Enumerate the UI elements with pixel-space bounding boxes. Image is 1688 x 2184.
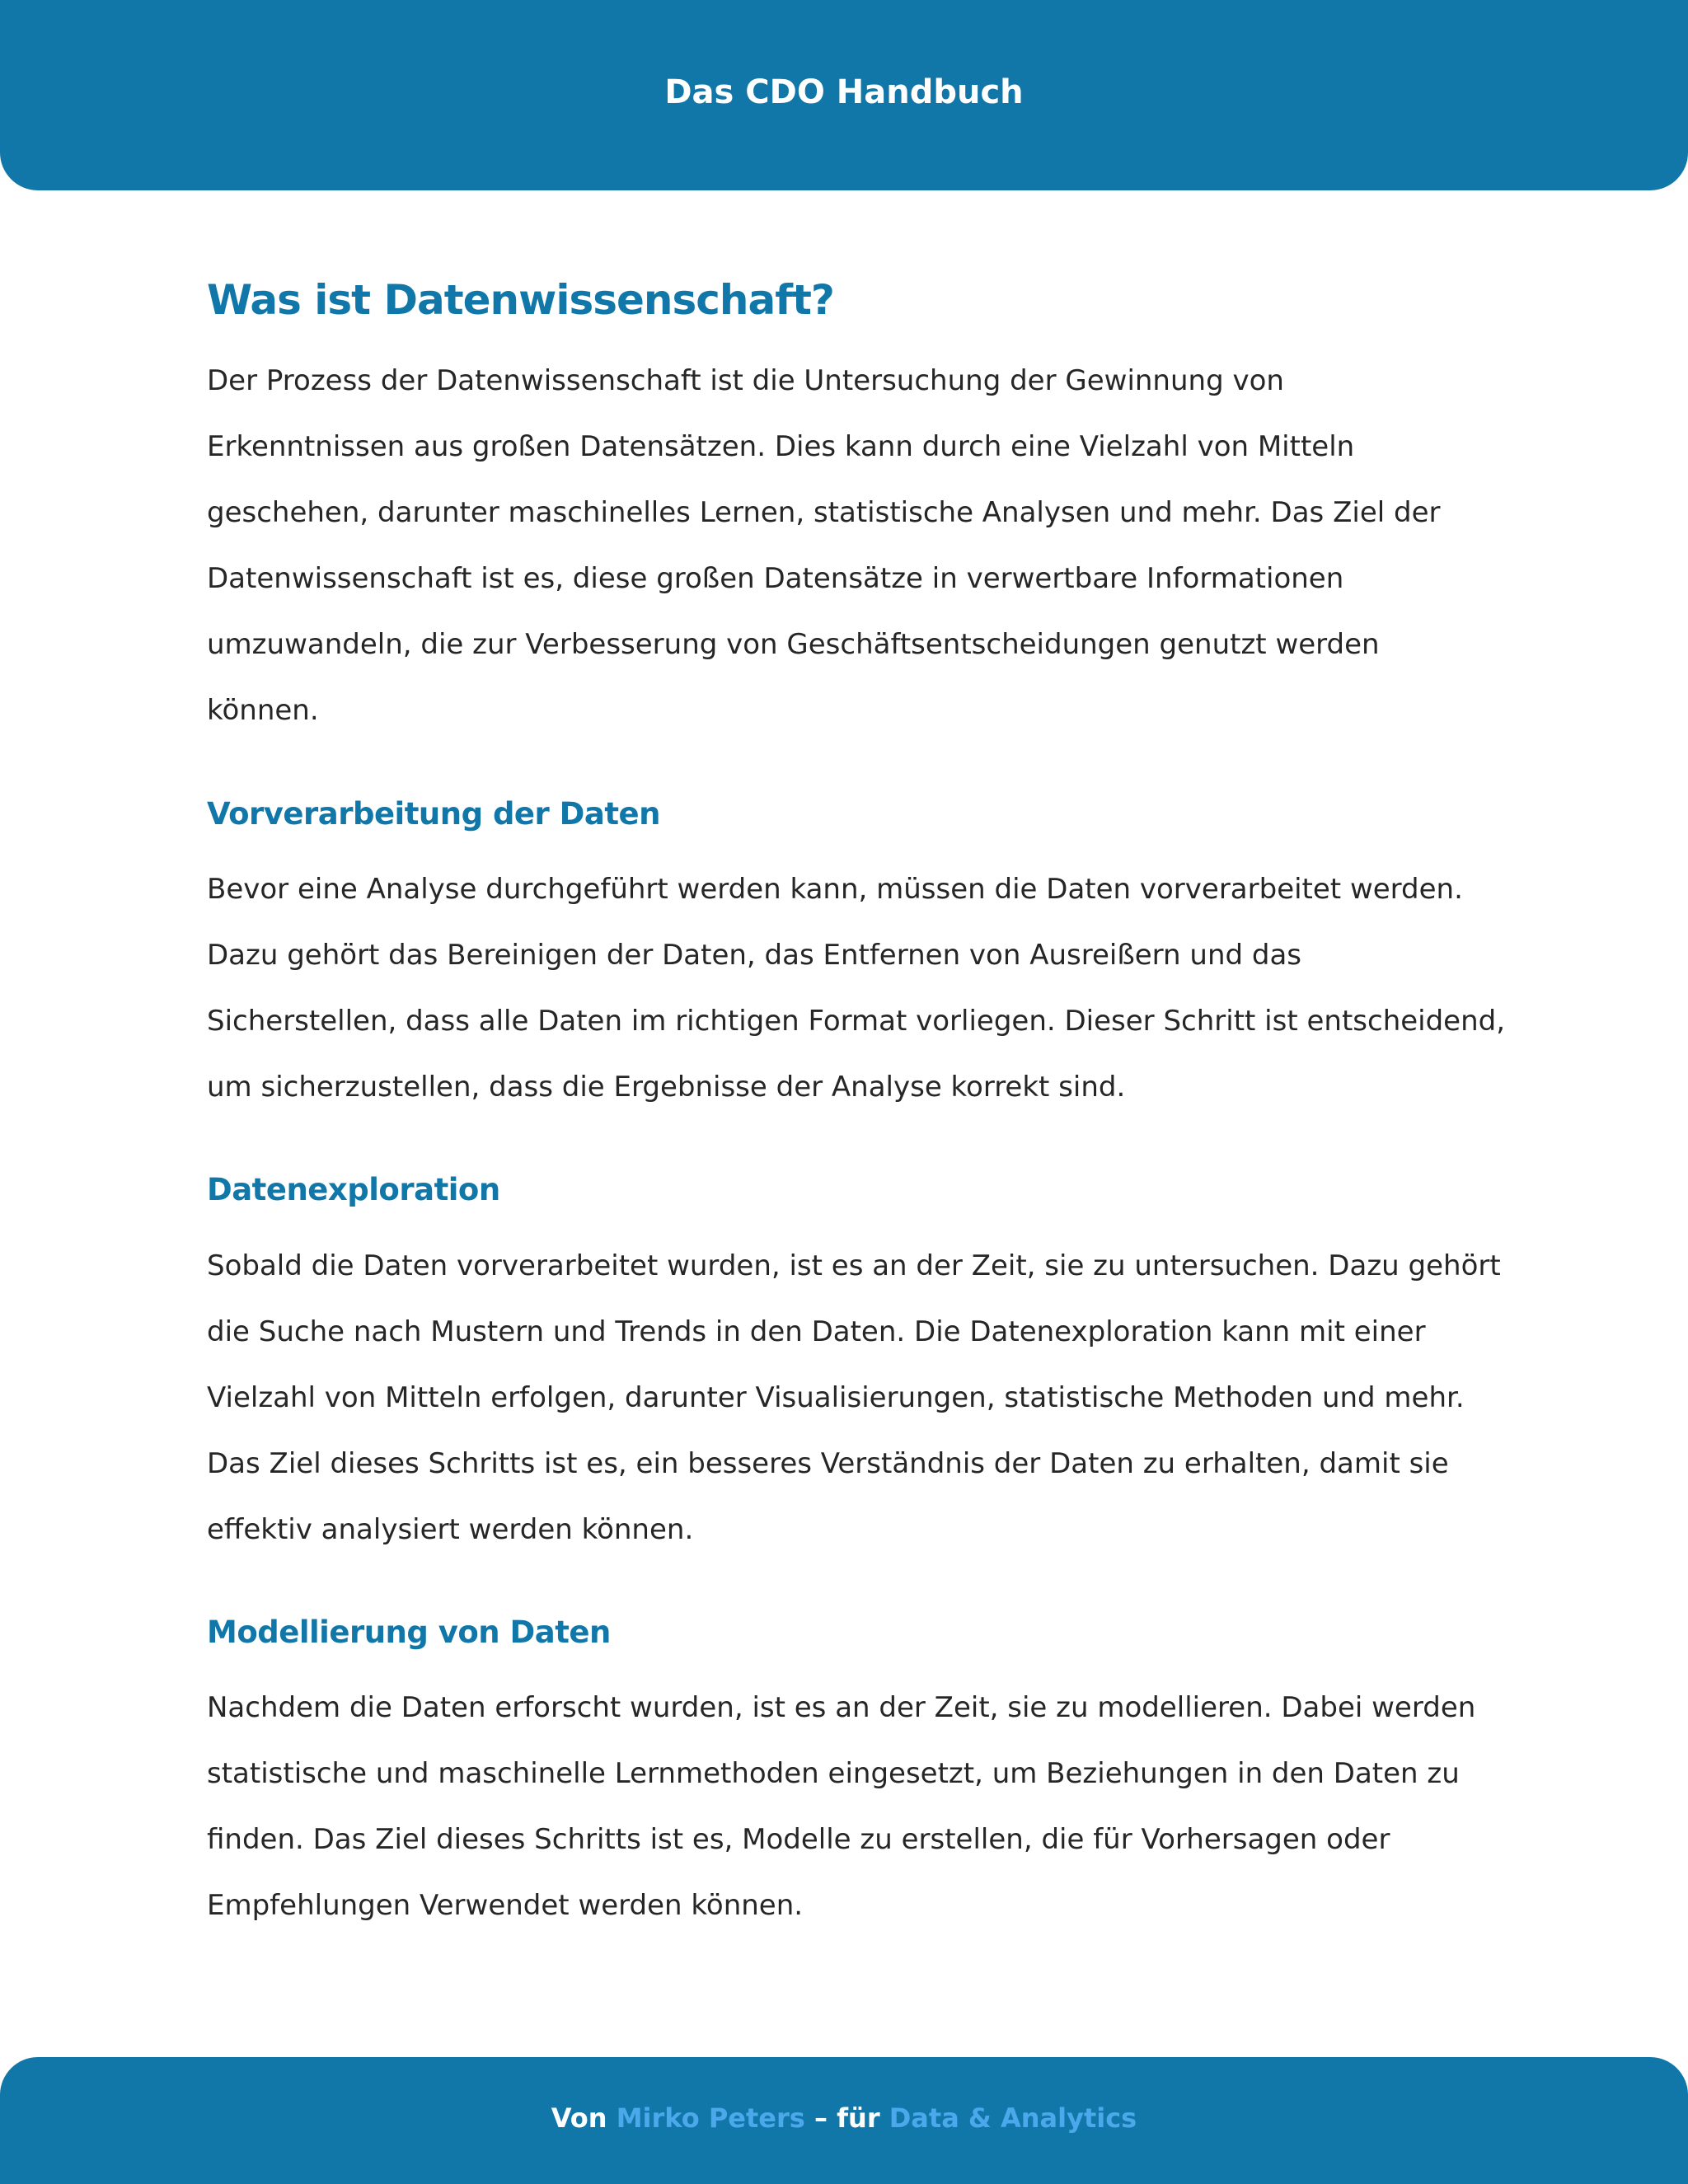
footer-credit [0, 2100, 1688, 2136]
paragraph-line: Datenwissenschaft ist es, diese großen Datensätze in verwertbare Informationen [207, 562, 1344, 595]
paragraph-line: können. [207, 694, 319, 727]
paragraph-line: geschehen, darunter maschinelles Lernen, statistische Analysen und mehr. Das Ziel der [207, 496, 1441, 529]
paragraph-line: um sicherzustellen, dass die Ergebnisse der Analyse korrekt sind. [207, 1071, 1126, 1104]
paragraph-line: effektiv analysiert werden können. [207, 1513, 694, 1546]
section-heading-vorverarbeitung: Vorverarbeitung der Daten [207, 796, 660, 832]
paragraph-line: Bevor eine Analyse durchgeführt werden kann, müssen die Daten vorverarbeitet werden. [207, 873, 1463, 906]
paragraph-line: Sobald die Daten vorverarbeitet wurden, ist es an der Zeit, sie zu untersuchen. Dazu gehört [207, 1249, 1501, 1282]
paragraph-line: finden. Das Ziel dieses Schritts ist es, Modelle zu erstellen, die für Vorhersagen oder [207, 1823, 1390, 1856]
paragraph-line: Nachdem die Daten erforscht wurden, ist es an der Zeit, sie zu modellieren. Dabei werden [207, 1691, 1476, 1724]
section-heading-datenexploration: Datenexploration [207, 1172, 500, 1207]
section-heading-datenwissenschaft: Was ist Datenwissenschaft? [207, 276, 834, 324]
paragraph-line: Das Ziel dieses Schritts ist es, ein besseres Verständnis der Daten zu erhalten, damit sie [207, 1447, 1449, 1480]
section-paragraph-modellierung [207, 1675, 1493, 1938]
paragraph-line: Sicherstellen, dass alle Daten im richtigen Format vorliegen. Dieser Schritt ist entscheidend, [207, 1005, 1506, 1038]
section-heading-modellierung: Modellierung von Daten [207, 1615, 611, 1650]
paragraph-line: statistische und maschinelle Lernmethoden eingesetzt, um Beziehungen in den Daten zu [207, 1757, 1460, 1790]
paragraph-line: Dazu gehört das Bereinigen der Daten, das Entfernen von Ausreißern und das [207, 939, 1302, 972]
paragraph-line: Der Prozess der Datenwissenschaft ist die Untersuchung der Gewinnung von [207, 364, 1284, 397]
page-footer [0, 2057, 1688, 2184]
paragraph-line: die Suche nach Mustern und Trends in den Daten. Die Datenexploration kann mit einer [207, 1315, 1426, 1348]
footer-author-link[interactable]: Mirko Peters [616, 2102, 805, 2134]
paragraph-line: umzuwandeln, die zur Verbesserung von Geschäftsentscheidungen genutzt werden [207, 628, 1380, 661]
paragraph-line: Vielzahl von Mitteln erfolgen, darunter Visualisierungen, statistische Methoden und mehr. [207, 1381, 1465, 1414]
paragraph-line: Empfehlungen Verwendet werden können. [207, 1889, 804, 1922]
footer-middle: – für [814, 2102, 880, 2134]
footer-prefix: Von [551, 2102, 607, 2134]
footer-topic-link[interactable]: Data & Analytics [889, 2102, 1137, 2134]
section-paragraph-datenexploration [207, 1233, 1501, 1563]
section-paragraph-datenwissenschaft [207, 348, 1493, 743]
paragraph-line: Erkenntnissen aus großen Datensätzen. Dies kann durch eine Vielzahl von Mitteln [207, 430, 1355, 463]
section-paragraph-vorverarbeitung [207, 856, 1506, 1120]
document-title: Das CDO Handbuch [664, 73, 1024, 111]
page-header [0, 0, 1688, 190]
